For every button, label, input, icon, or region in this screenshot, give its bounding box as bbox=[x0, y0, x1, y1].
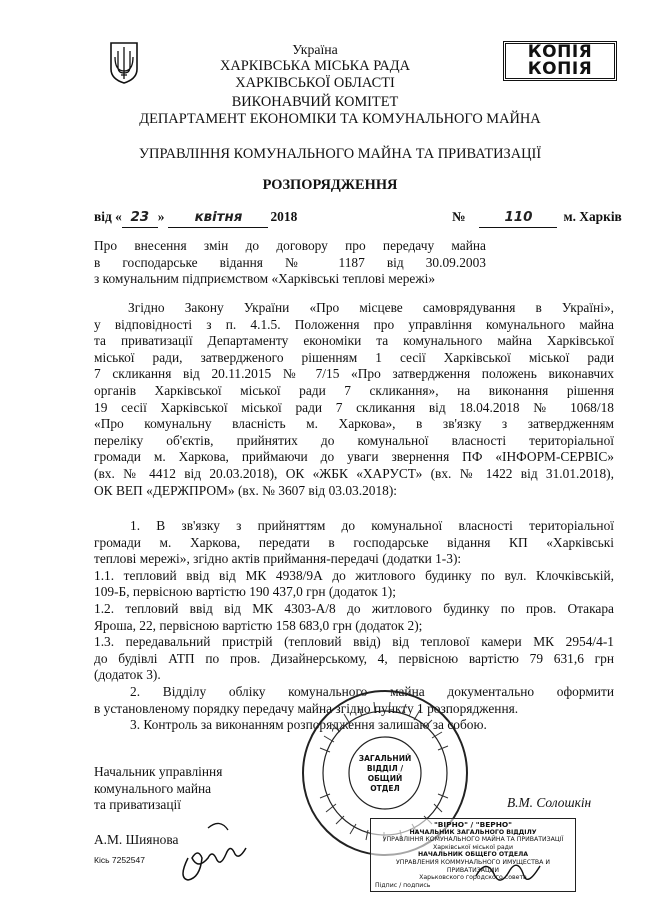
preamble-line: 19 сесії Харківської міської ради 7 скликання від 18.04.2018 № 1068/18 bbox=[94, 399, 614, 415]
order-item-1-3-line: (додаток 3). bbox=[94, 667, 161, 683]
city-name: м. Харків bbox=[563, 209, 622, 224]
preamble-line: (вх. № 4412 від 20.03.2018), ОК «ЖБК «ХАРУСТ» (вх. № 1422 від 31.01.2018), bbox=[94, 465, 614, 481]
preamble-line: 7 скликання від 20.11.2015 № 7/15 «Про затвердження положень виконавчих bbox=[94, 366, 614, 382]
order-item-3: 3. Контроль за виконанням розпорядження залишаю за собою. bbox=[130, 717, 487, 733]
date-year: 2018 bbox=[270, 209, 298, 224]
preamble-line: у відповідності з п. 4.1.5. Положення про управління комунального майна bbox=[94, 316, 614, 332]
preamble-line: громади м. Харкова, приймаючи до уваги звернення ПФ «ІНФОРМ-СЕРВІС» bbox=[94, 449, 614, 465]
preamble-line: органів Харківської міської ради 7 скликання», на виконання рішення bbox=[94, 382, 614, 398]
order-item-1-line: громади м. Харкова, передати в господарське відання КП «Харківські bbox=[94, 534, 614, 550]
order-item-2-line: 2. Відділу обліку комунального майна документально оформити bbox=[130, 683, 614, 699]
copy-stamp bbox=[503, 41, 617, 81]
department-name: ДЕПАРТАМЕНТ ЕКОНОМІКИ ТА КОМУНАЛЬНОГО МАЙНА bbox=[139, 111, 541, 127]
order-item-1-3-line: до будівлі АТП по пров. Дизайнерському, 4, первісною вартістю 79 631,6 грн bbox=[94, 650, 614, 666]
preamble-line: Згідно Закону України «Про місцеве самоврядування в Україні», bbox=[128, 300, 614, 315]
date-line bbox=[94, 209, 297, 228]
document-number: 110 bbox=[479, 210, 557, 228]
preamble bbox=[94, 300, 614, 499]
number-line bbox=[452, 209, 622, 228]
executor-name: А.М. Шиянова bbox=[94, 832, 179, 847]
executor-code: Кісь 7252547 bbox=[94, 855, 145, 865]
copy-stamp-line: КОПІЯ bbox=[527, 59, 593, 79]
certify-stamp-line: Харьковского городского совета bbox=[419, 874, 527, 882]
date-close: » bbox=[157, 209, 165, 224]
directorate-name: УПРАВЛІННЯ КОМУНАЛЬНОГО МАЙНА ТА ПРИВАТИЗАЦІЇ bbox=[138, 146, 542, 162]
certify-stamp-line: НАЧАЛЬНИК ОБЩЕГО ОТДЕЛА bbox=[417, 851, 529, 859]
preamble-line: міської ради, затвердженого рішенням 1 сесії Харківської міської ради bbox=[94, 349, 614, 365]
copy-stamp-line: КОПІЯ bbox=[527, 42, 593, 62]
round-stamp-text: ВІДДІЛ / bbox=[366, 764, 404, 773]
certify-stamp-line: Харківської міської ради bbox=[433, 843, 513, 851]
number-prefix: № bbox=[452, 209, 466, 224]
position-line: та приватизації bbox=[94, 797, 181, 813]
subject-line: в господарське відання № 1187 від 30.09.2003 bbox=[94, 254, 486, 270]
signatory-name: В.М. Солошкін bbox=[507, 795, 592, 810]
round-stamp-text: ОБЩИЙ ОТДЕЛ bbox=[367, 774, 403, 793]
document-type: РОЗПОРЯДЖЕННЯ bbox=[262, 177, 398, 193]
council-name: ХАРКІВСЬКА МІСЬКА РАДА bbox=[219, 58, 411, 74]
country-name: Україна bbox=[292, 42, 338, 57]
order-item-1-line: теплові мережі», згідно актів приймання-передачі (додатки 1-3): bbox=[94, 551, 462, 567]
date-month: квітня bbox=[168, 210, 268, 228]
position-line: комунального майна bbox=[94, 780, 212, 796]
date-day: 23 bbox=[122, 210, 158, 228]
preamble-line: ОК ВЕП «ДЕРЖПРОМ» (вх. № 3607 від 03.03.2018): bbox=[94, 482, 398, 498]
preamble-line: та приватизації Департаменту економіки та комунального майна Харківської bbox=[94, 333, 614, 349]
certify-stamp-line: НАЧАЛЬНИК ЗАГАЛЬНОГО ВІДДІЛУ bbox=[409, 828, 537, 836]
region-name: ХАРКІВСЬКОЇ ОБЛАСТІ bbox=[235, 75, 395, 91]
certify-stamp-line: УПРАВЛЕНИЯ КОММУНАЛЬНОГО ИМУЩЕСТВА И ПРИВАТИЗАЦИИ bbox=[396, 858, 550, 874]
coat-of-arms-icon bbox=[109, 41, 139, 85]
certify-stamp-line: "ВІРНО" / "ВЕРНО" bbox=[433, 820, 513, 829]
order-item-1-1-line: 1.1. тепловий ввід від МК 4938/9А до житлового будинку по вул. Клочківській, bbox=[94, 567, 614, 583]
order-item-1-1-line: 109-Б, первісною вартістю 190 437,0 грн (додаток 1); bbox=[94, 584, 396, 600]
order-item-2-line: в установленому порядку передачу майна згідно пункту 1 розпорядження. bbox=[94, 700, 519, 716]
order-item-1-2-line: Яроша, 22, первісною вартістю 158 683,0 грн (додаток 2); bbox=[94, 617, 423, 633]
subject-line: з комунальним підприємством «Харківські теплові мережі» bbox=[94, 271, 436, 287]
subject-block bbox=[94, 238, 486, 288]
order-item-1-3-line: 1.3. передавальний пристрій (тепловий ввід) від теплової камери МК 2954/4-1 bbox=[94, 634, 614, 650]
certify-stamp-line: УПРАВЛІННЯ КОМУНАЛЬНОГО МАЙНА ТА ПРИВАТИЗАЦІЇ bbox=[382, 836, 564, 844]
handwritten-signature-icon bbox=[168, 818, 248, 888]
certify-stamp-line: Підпис / подпись bbox=[375, 881, 431, 889]
signature-position bbox=[94, 764, 274, 814]
round-stamp-text: ЗАГАЛЬНИЙ bbox=[358, 754, 412, 763]
position-line: Начальник управління bbox=[94, 764, 223, 779]
subject-line: Про внесення змін до договору про передачу майна bbox=[94, 238, 486, 253]
order-item-1-line: 1. В зв'язку з прийняттям до комунальної власності територіальної bbox=[130, 518, 614, 533]
date-prefix: від « bbox=[94, 209, 122, 224]
preamble-line: переліку об'єктів, прийнятих до комунальної власності територіальної bbox=[94, 432, 614, 448]
handwritten-signature-icon bbox=[470, 852, 550, 892]
preamble-line: «Про комунальну власність м. Харкова», в зв'язку з затвердженням bbox=[94, 416, 614, 432]
committee-name: ВИКОНАВЧИЙ КОМІТЕТ bbox=[231, 94, 399, 110]
order-item-1-2-line: 1.2. тепловий ввід від МК 4303-А/8 до житлового будинку по пров. Отакара bbox=[94, 600, 614, 616]
